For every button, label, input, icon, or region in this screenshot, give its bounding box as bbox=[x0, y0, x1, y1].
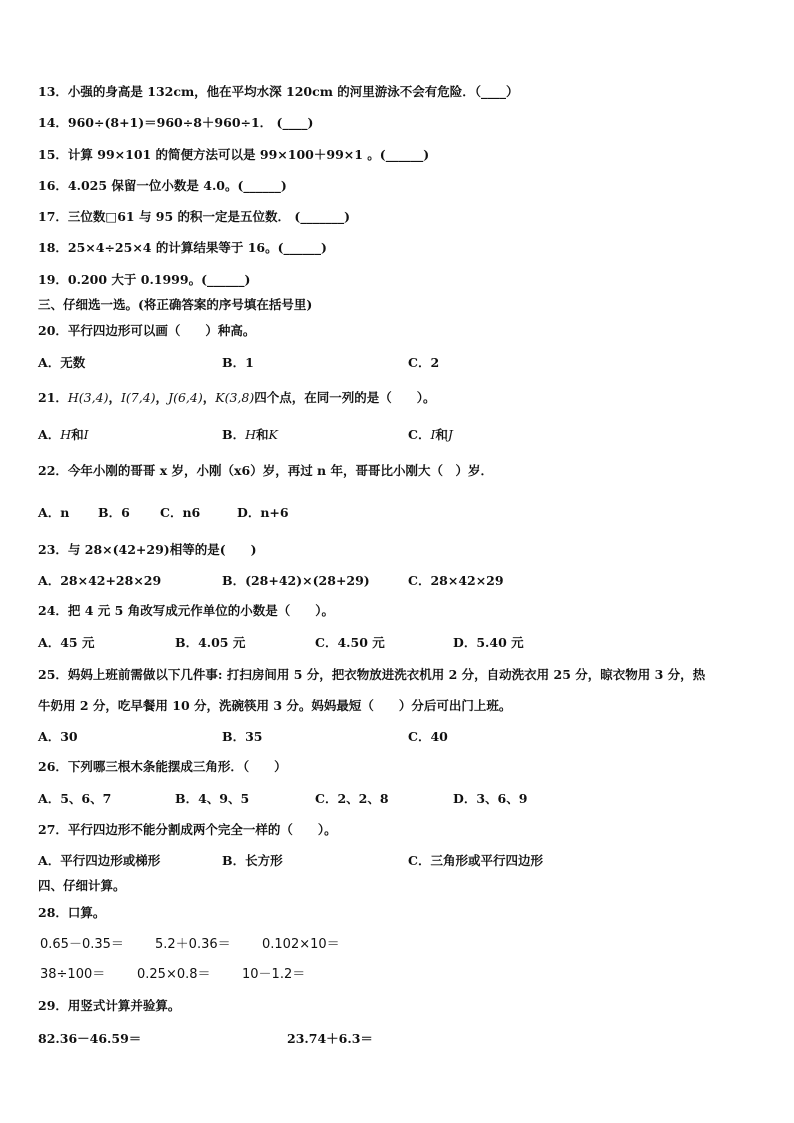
q21-b-and: 和 bbox=[255, 427, 269, 442]
q20-option-a: A．无数 bbox=[38, 355, 86, 370]
question-28-stem: 28．口算。 bbox=[38, 905, 106, 920]
q21-a-var2: I bbox=[83, 427, 89, 442]
q21-c-var2: J bbox=[447, 427, 453, 442]
q27-option-b: B．长方形 bbox=[222, 853, 283, 868]
q26-option-d: D．3、6、9 bbox=[453, 791, 528, 806]
question-14: 14．960÷(8+1)＝960÷8＋960÷1． (____) bbox=[38, 115, 314, 130]
q21-a-prefix: A． bbox=[38, 427, 61, 442]
q23-option-c: C．28×42×29 bbox=[408, 573, 504, 588]
q20-option-c: C．2 bbox=[408, 355, 440, 370]
question-19: 19．0.200 大于 0.1999。(______) bbox=[38, 272, 251, 287]
q21-b-var1: H bbox=[245, 427, 256, 442]
q21-tail: 四个点，在同一列的是（ ）。 bbox=[254, 390, 436, 405]
question-26-stem: 26．下列哪三根木条能摆成三角形．（ ） bbox=[38, 759, 287, 774]
q26-option-a: A．5、6、7 bbox=[38, 791, 112, 806]
q23-option-b: B．(28+42)×(28+29) bbox=[222, 573, 370, 588]
question-25-line-2: 牛奶用 2 分，吃早餐用 10 分，洗碗筷用 3 分。妈妈最短（ ）分后可出门上班。 bbox=[38, 698, 512, 713]
q25-option-a: A．30 bbox=[38, 729, 78, 744]
q25-option-b: B．35 bbox=[222, 729, 263, 744]
q21-a-var1: H bbox=[60, 427, 72, 442]
section-3-title: 三、仔细选一选。(将正确答案的序号填在括号里) bbox=[38, 297, 313, 312]
question-29-stem: 29．用竖式计算并验算。 bbox=[38, 998, 181, 1013]
q26-option-c: C．2、2、8 bbox=[315, 791, 389, 806]
q27-option-a: A．平行四边形或梯形 bbox=[38, 853, 161, 868]
q20-option-b: B．1 bbox=[222, 355, 254, 370]
calc-r2-c2: 0.25×0.8＝ bbox=[137, 967, 211, 982]
calc-r1-c1: 0.65－0.35＝ bbox=[40, 937, 124, 952]
q27-option-c: C．三角形或平行四边形 bbox=[408, 853, 543, 868]
section-4-title: 四、仔细计算。 bbox=[38, 878, 126, 893]
q21-option-b bbox=[222, 427, 278, 443]
question-17: 17．三位数□61 与 95 的积一定是五位数． (_______) bbox=[38, 209, 350, 224]
q21-option-c bbox=[408, 427, 453, 443]
question-16: 16．4.025 保留一位小数是 4.0。(______) bbox=[38, 178, 287, 193]
q25-option-c: C．40 bbox=[408, 729, 448, 744]
question-24-stem: 24．把 4 元 5 角改写成元作单位的小数是（ ）。 bbox=[38, 603, 334, 618]
q22-option-c: C．n6 bbox=[160, 505, 201, 520]
q21-c-prefix: C． bbox=[408, 427, 431, 442]
question-21-stem bbox=[38, 390, 435, 406]
q22-option-a: A．n bbox=[38, 505, 70, 520]
q21-separator: ， bbox=[108, 390, 121, 405]
q21-point-j: J(6,4) bbox=[168, 390, 203, 405]
q24-option-b: B．4.05 元 bbox=[175, 635, 246, 650]
q23-option-a: A．28×42+28×29 bbox=[38, 573, 162, 588]
q24-option-c: C．4.50 元 bbox=[315, 635, 385, 650]
question-22-stem: 22．今年小刚的哥哥 x 岁，小刚（x6）岁，再过 n 年，哥哥比小刚大（ ）岁． bbox=[38, 463, 493, 478]
question-15: 15．计算 99×101 的简便方法可以是 99×100＋99×1 。(______) bbox=[38, 147, 430, 162]
calc-r2-c3: 10－1.2＝ bbox=[242, 967, 306, 982]
q21-point-i: I(7,4) bbox=[120, 390, 156, 405]
calc-r1-c3: 0.102×10＝ bbox=[262, 937, 340, 952]
q24-option-a: A．45 元 bbox=[38, 635, 95, 650]
question-18: 18．25×4÷25×4 的计算结果等于 16。(______) bbox=[38, 240, 327, 255]
q21-option-a bbox=[38, 427, 89, 443]
q22-option-d: D．n+6 bbox=[237, 505, 289, 520]
q26-option-b: B．4、9、5 bbox=[175, 791, 250, 806]
calc-r2-c1: 38÷100＝ bbox=[40, 967, 106, 982]
q21-c-and: 和 bbox=[435, 427, 448, 442]
q21-separator: ， bbox=[155, 390, 169, 405]
question-23-stem: 23．与 28×(42+29)相等的是( ) bbox=[38, 542, 257, 557]
calc-r1-c2: 5.2＋0.36＝ bbox=[155, 937, 231, 952]
q21-b-prefix: B． bbox=[222, 427, 246, 442]
q21-b-var2: K bbox=[268, 427, 278, 442]
q21-point-h: H(3,4) bbox=[67, 390, 109, 405]
q21-a-and: 和 bbox=[71, 427, 84, 442]
question-20-stem: 20．平行四边形可以画（ ）种高。 bbox=[38, 323, 256, 338]
q21-c-var1: I bbox=[430, 427, 436, 442]
question-25-line-1: 25．妈妈上班前需做以下几件事: 打扫房间用 5 分，把衣物放进洗衣机用 2 分，自动洗衣用 25 分，晾衣物用 3 分，热 bbox=[38, 667, 706, 682]
q29-expression-1: 82.36－46.59＝ bbox=[38, 1031, 142, 1046]
q21-point-k: K(3,8) bbox=[215, 390, 255, 405]
q21-number: 21． bbox=[38, 390, 68, 405]
q29-expression-2: 23.74＋6.3＝ bbox=[287, 1031, 373, 1046]
q22-option-b: B．6 bbox=[98, 505, 130, 520]
question-13: 13．小强的身高是 132cm，他在平均水深 120cm 的河里游泳不会有危险．（____） bbox=[38, 84, 519, 99]
q24-option-d: D．5.40 元 bbox=[453, 635, 524, 650]
question-27-stem: 27．平行四边形不能分割成两个完全一样的（ ）。 bbox=[38, 822, 337, 837]
q21-separator: ， bbox=[202, 390, 216, 405]
